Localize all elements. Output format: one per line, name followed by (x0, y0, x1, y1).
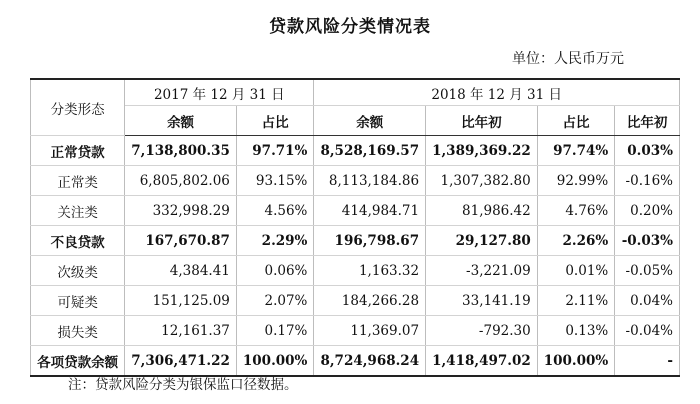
table-cell: 2.29% (236, 226, 314, 256)
table-cell: 2.26% (537, 226, 615, 256)
table-cell: 7,138,800.35 (125, 136, 237, 166)
table-cell: 0.01% (537, 256, 615, 286)
table-cell: 4.76% (537, 196, 615, 226)
table-cell: 2.07% (236, 286, 314, 316)
table-cell: 1,389,369.22 (426, 136, 538, 166)
table-cell: 8,528,169.57 (314, 136, 426, 166)
table-cell: -0.05% (615, 256, 680, 286)
col-header-balance-2018: 余额 (314, 106, 426, 136)
table-row (31, 316, 680, 346)
header-row-columns (31, 106, 680, 136)
table-cell: 414,984.71 (314, 196, 426, 226)
loan-risk-table (30, 78, 680, 377)
table-row (31, 346, 680, 377)
table-cell: -0.16% (615, 166, 680, 196)
table-cell: 12,161.37 (125, 316, 237, 346)
table-cell: 8,113,184.86 (314, 166, 426, 196)
table-row (31, 286, 680, 316)
header-row-years (31, 79, 680, 106)
year-2017-header: 2017 年 12 月 31 日 (125, 79, 314, 106)
year-2018-header: 2018 年 12 月 31 日 (314, 79, 680, 106)
col-header-change-2018: 比年初 (426, 106, 538, 136)
table-cell: 92.99% (537, 166, 615, 196)
row-label: 关注类 (31, 196, 125, 226)
table-row (31, 166, 680, 196)
row-label: 不良贷款 (31, 226, 125, 256)
table-cell: 33,141.19 (426, 286, 538, 316)
table-cell: 184,266.28 (314, 286, 426, 316)
table-cell: 4,384.41 (125, 256, 237, 286)
table-row (31, 226, 680, 256)
table-cell: 1,307,382.80 (426, 166, 538, 196)
table-cell: 81,986.42 (426, 196, 538, 226)
table-cell: - (615, 346, 680, 377)
table-cell: -0.03% (615, 226, 680, 256)
table-cell: 0.17% (236, 316, 314, 346)
table-cell: 6,805,802.06 (125, 166, 237, 196)
row-label: 正常类 (31, 166, 125, 196)
row-label: 各项贷款余额 (31, 346, 125, 377)
table-row (31, 196, 680, 226)
table-title: 贷款风险分类情况表 (269, 17, 431, 37)
col-header-balance-2017: 余额 (125, 106, 237, 136)
row-label: 正常贷款 (31, 136, 125, 166)
table-row (31, 256, 680, 286)
table-cell: 2.11% (537, 286, 615, 316)
col-header-share-2018: 占比 (537, 106, 615, 136)
table-cell: 0.13% (537, 316, 615, 346)
row-label: 次级类 (31, 256, 125, 286)
table-cell: -3,221.09 (426, 256, 538, 286)
table-row (31, 136, 680, 166)
table-cell: 332,998.29 (125, 196, 237, 226)
table-cell: 1,163.32 (314, 256, 426, 286)
table-cell: -792.30 (426, 316, 538, 346)
table-cell: 93.15% (236, 166, 314, 196)
table-cell: 196,798.67 (314, 226, 426, 256)
table-cell: 29,127.80 (426, 226, 538, 256)
row-label: 可疑类 (31, 286, 125, 316)
table-cell: 97.74% (537, 136, 615, 166)
table-cell: 8,724,968.24 (314, 346, 426, 377)
footnote: 注：贷款风险分类为银保监口径数据。 (68, 377, 298, 393)
table-cell: 100.00% (236, 346, 314, 377)
table-cell: 0.20% (615, 196, 680, 226)
table-cell: 1,418,497.02 (426, 346, 538, 377)
col-header-share-2017: 占比 (236, 106, 314, 136)
table-cell: -0.04% (615, 316, 680, 346)
table-cell: 7,306,471.22 (125, 346, 237, 377)
table-cell: 11,369.07 (314, 316, 426, 346)
table-cell: 0.06% (236, 256, 314, 286)
unit-label: 单位：人民币万元 (512, 51, 624, 67)
table-cell: 100.00% (537, 346, 615, 377)
table-cell: 0.03% (615, 136, 680, 166)
table-cell: 4.56% (236, 196, 314, 226)
row-label: 损失类 (31, 316, 125, 346)
category-header: 分类形态 (31, 79, 125, 136)
table-cell: 151,125.09 (125, 286, 237, 316)
col-header-share-change-2018: 比年初 (615, 106, 680, 136)
table-cell: 97.71% (236, 136, 314, 166)
table-cell: 0.04% (615, 286, 680, 316)
table-cell: 167,670.87 (125, 226, 237, 256)
